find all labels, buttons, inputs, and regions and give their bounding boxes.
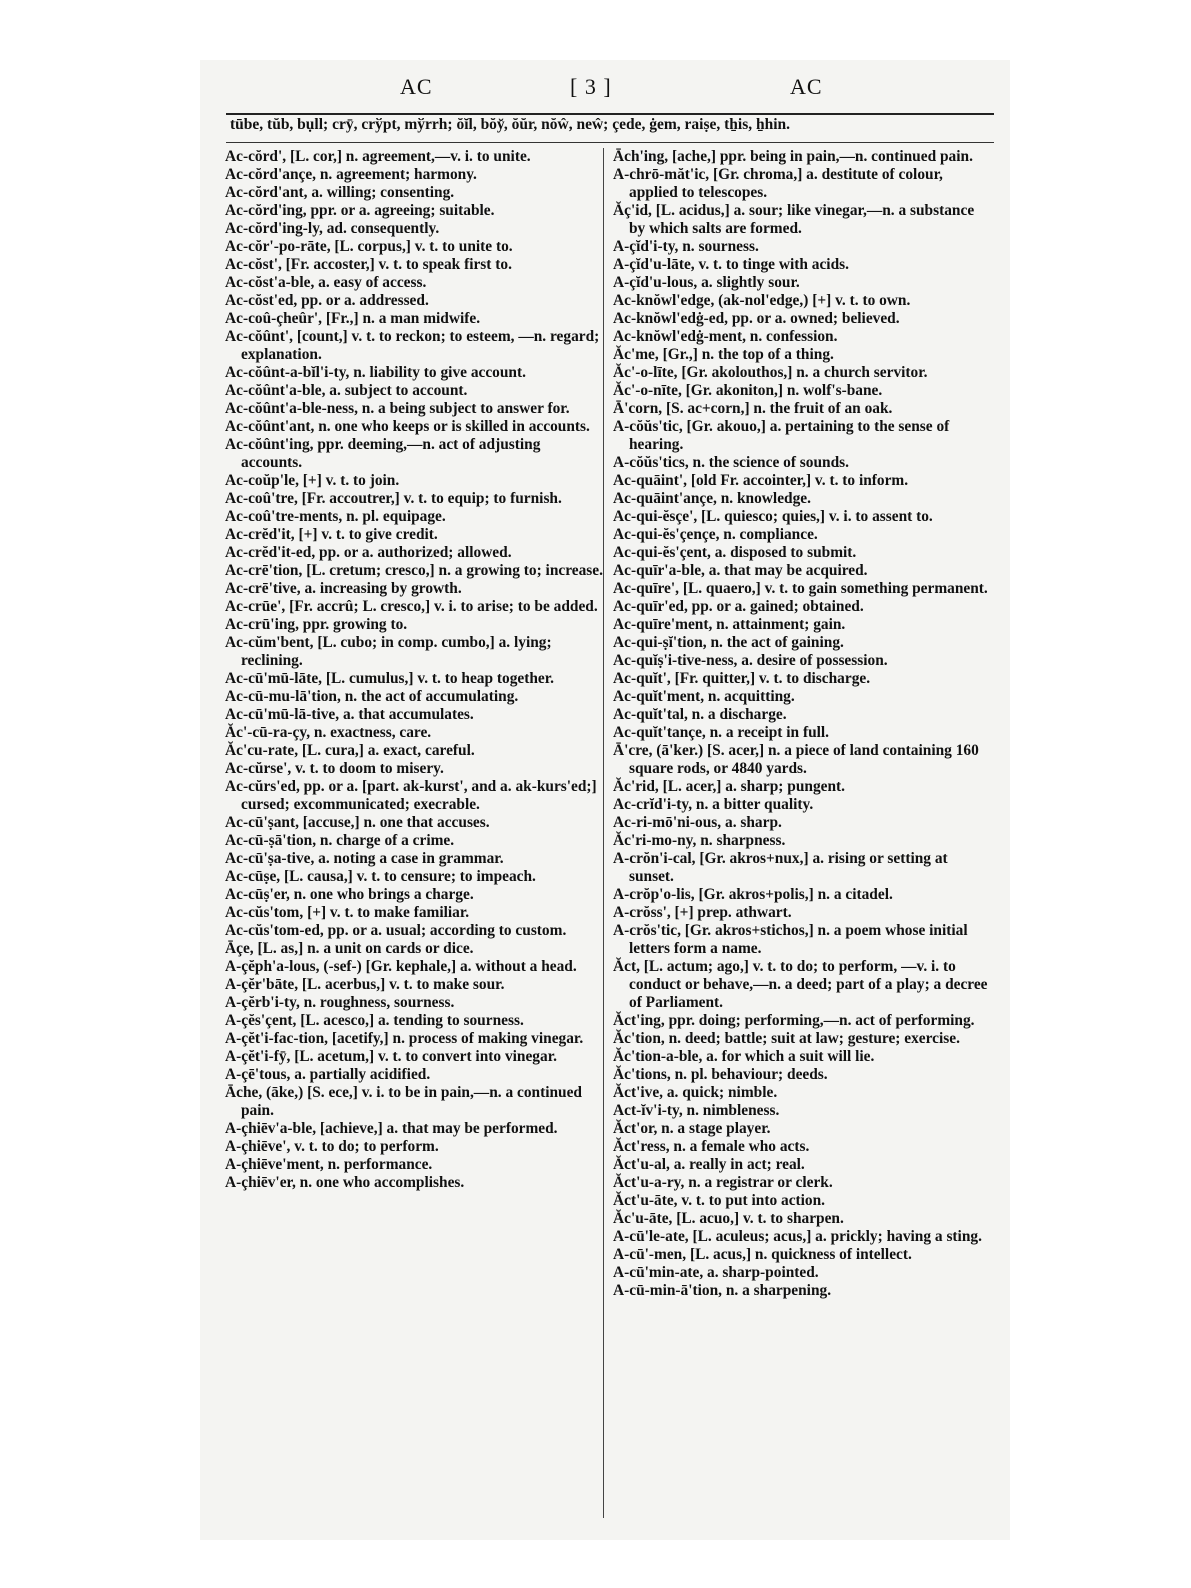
dictionary-entry: Ac-knŏwl'edġ-ment, n. confession. [613,328,838,345]
column-divider [603,148,604,1518]
dictionary-entry: Ac-cŏrd', [L. cor,] n. agreement,—v. i. to unite. [225,148,531,165]
dictionary-entry: Ăc'tions, n. pl. behaviour; deeds. [613,1066,828,1083]
dictionary-entry: Ac-quĭt'tançe, n. a receipt in full. [613,724,830,741]
dictionary-entry: Ăct'u-al, a. really in act; real. [613,1156,805,1173]
dictionary-entry: Ac-quīre', [L. quaero,] v. t. to gain something permanent. [613,580,988,597]
dictionary-entry: Ac-qui-ĕs'çent, a. disposed to submit. [613,544,857,561]
dictionary-entry: Ac-crū'ing, ppr. growing to. [225,616,408,633]
dictionary-entry: A-crŏn'i-cal, [Gr. akros+nux,] a. rising or setting at sunset. [613,850,948,885]
dictionary-entry: Ac-quāint', [old Fr. accointer,] v. t. to inform. [613,472,909,489]
dictionary-entry: Ac-cŏûnt'ant, n. one who keeps or is skilled in accounts. [225,418,590,435]
page-header [230,74,980,108]
dictionary-entry: Ac-quāint'ançe, n. knowledge. [613,490,811,507]
dictionary-entry: A-cū-min-ā'tion, n. a sharpening. [613,1282,832,1299]
dictionary-entry: Ac-cŏrd'ing-ly, ad. consequently. [225,220,440,237]
dictionary-entry: Ac-cŏr'-po-rāte, [L. corpus,] v. t. to unite to. [225,238,513,255]
dictionary-entry: Ăct'u-āte, v. t. to put into action. [613,1192,826,1209]
dictionary-entry: Ac-coŭp'le, [+] v. t. to join. [225,472,400,489]
dictionary-entry: Ac-quĭṣ'i-tive-ness, a. desire of possession. [613,652,888,669]
dictionary-entry: Ac-qui-ĕs'çençe, n. compliance. [613,526,818,543]
dictionary-entry: A-çhiēv'er, n. one who accomplishes. [225,1174,465,1191]
dictionary-entry: Ac-knŏwl'edge, (ak-nol'edge,) [+] v. t. to own. [613,292,911,309]
dictionary-entry: Ăç'id, [L. acidus,] a. sour; like vinegar,—n. a substance by which salts are formed. [613,202,975,237]
dictionary-entry: A-cŏŭs'tic, [Gr. akouo,] a. pertaining to the sense of hearing. [613,418,950,453]
dictionary-entry: Ăc'-o-līte, [Gr. akolouthos,] n. a church servitor. [613,364,928,381]
dictionary-entry: Ac-crĕd'it, [+] v. t. to give credit. [225,526,438,543]
dictionary-entry: Ăct'or, n. a stage player. [613,1120,771,1137]
dictionary-entry: Act-ĭv'i-ty, n. nimbleness. [613,1102,780,1119]
dictionary-entry: A-çĕt'i-fȳ, [L. acetum,] v. t. to convert into vinegar. [225,1048,557,1065]
dictionary-entry: A-crŏs'tic, [Gr. akros+stichos,] n. a poem whose initial letters form a name. [613,922,968,957]
dictionary-entry: Ac-cū-mu-lā'tion, n. the act of accumulating. [225,688,519,705]
dictionary-entry: Ac-quīre'ment, n. attainment; gain. [613,616,846,633]
dictionary-entry: Ac-coû'tre, [Fr. accoutrer,] v. t. to equip; to furnish. [225,490,562,507]
dictionary-entry: Ăc'-o-nīte, [Gr. akoniton,] n. wolf's-bane. [613,382,883,399]
dictionary-entry: A-çhiēv'a-ble, [achieve,] a. that may be performed. [225,1120,558,1137]
key-rule [226,142,994,143]
header-left-guideword: AC [400,74,433,99]
dictionary-entry: A-chrō-măt'ic, [Gr. chroma,] a. destitute of colour, applied to telescopes. [613,166,943,201]
page-number: [ 3 ] [570,74,612,99]
dictionary-entry: Ac-quĭt'ment, n. acquitting. [613,688,795,705]
dictionary-entry: A-crŏp'o-lis, [Gr. akros+polis,] n. a citadel. [613,886,893,903]
dictionary-entry: Ac-cū'ṣant, [accuse,] n. one that accuses. [225,814,490,831]
dictionary-entry: A-cū'min-ate, a. sharp-pointed. [613,1264,819,1281]
dictionary-entry: A-çĭd'i-ty, n. sourness. [613,238,759,255]
dictionary-entry: Ac-crūe', [Fr. accrû; L. cresco,] v. i. to arise; to be added. [225,598,598,615]
dictionary-entry: Ăct'ive, a. quick; nimble. [613,1084,778,1101]
dictionary-entry: A-çĕt'i-fac-tion, [acetify,] n. process of making vinegar. [225,1030,584,1047]
dictionary-entry: Ac-quīr'a-ble, a. that may be acquired. [613,562,868,579]
dictionary-entry: A-cŏŭs'tics, n. the science of sounds. [613,454,849,471]
header-rule [226,113,994,115]
dictionary-entry: Ac-crē'tive, a. increasing by growth. [225,580,462,597]
dictionary-entry: A-çĕr'bāte, [L. acerbus,] v. t. to make sour. [225,976,505,993]
dictionary-entry: A-crŏss', [+] prep. athwart. [613,904,792,921]
dictionary-entry: Ac-cū'mū-lāte, [L. cumulus,] v. t. to heap together. [225,670,555,687]
dictionary-entry: Ăc'rid, [L. acer,] a. sharp; pungent. [613,778,846,795]
dictionary-entry: A-çĕs'çent, [L. acesco,] a. tending to sourness. [225,1012,524,1029]
dictionary-entry: Ā'cre, (ā'ker.) [S. acer,] n. a piece of land containing 160 square rods, or 4840 yards. [613,742,979,777]
dictionary-entry: Ac-cū'ṣa-tive, a. noting a case in grammar. [225,850,504,867]
dictionary-entry: Ăct'ing, ppr. doing; performing,—n. act of performing. [613,1012,975,1029]
dictionary-entry: Ac-cŭrs'ed, pp. or a. [part. ak-kurst', and a. ak-kurs'ed;] cursed; excommunicated; execrable. [225,778,597,813]
dictionary-entry: Ac-cŭrse', v. t. to doom to misery. [225,760,444,777]
dictionary-entry: Ac-coû-çheûr', [Fr.,] n. a man midwife. [225,310,481,327]
dictionary-entry: Ac-qui-ĕsçe', [L. quiesco; quies,] v. i. to assent to. [613,508,933,525]
dictionary-entry: Ac-cŏûnt'a-ble, a. subject to account. [225,382,468,399]
dictionary-entry: Ăc'tion-a-ble, a. for which a suit will lie. [613,1048,875,1065]
dictionary-entry: Ăc'tion, n. deed; battle; suit at law; gesture; exercise. [613,1030,960,1047]
dictionary-entry: Ac-cū-ṣā'tion, n. charge of a crime. [225,832,455,849]
dictionary-entry: Ac-crĭd'i-ty, n. a bitter quality. [613,796,814,813]
dictionary-entry: A-çhiēve'ment, n. performance. [225,1156,433,1173]
header-right-guideword: AC [790,74,823,99]
dictionary-entry: Ac-cŭm'bent, [L. cubo; in comp. cumbo,] a. lying; reclining. [225,634,552,669]
dictionary-entry: A-çĕph'a-lous, (-sef-) [Gr. kephale,] a. without a head. [225,958,577,975]
dictionary-entry: Ac-crē'tion, [L. cretum; cresco,] n. a growing to; increase. [225,562,603,579]
dictionary-entry: Ac-cŏûnt'ing, ppr. deeming,—n. act of adjusting accounts. [225,436,541,471]
dictionary-entry: Ăc'ri-mo-ny, n. sharpness. [613,832,786,849]
dictionary-entry: Ac-cŏst', [Fr. accoster,] v. t. to speak first to. [225,256,512,273]
dictionary-page [200,60,1010,1540]
dictionary-entry: Ac-cŏûnt', [count,] v. t. to reckon; to esteem, —n. regard; explanation. [225,328,600,363]
dictionary-entry: Āch'ing, [ache,] ppr. being in pain,—n. continued pain. [613,148,973,165]
dictionary-entry: Ac-quĭt', [Fr. quitter,] v. t. to discharge. [613,670,871,687]
dictionary-entry: Ac-qui-ṣĭ'tion, n. the act of gaining. [613,634,844,651]
dictionary-entry: Ac-crĕd'it-ed, pp. or a. authorized; allowed. [225,544,512,561]
dictionary-entry: Ac-cūṣe, [L. causa,] v. t. to censure; to impeach. [225,868,536,885]
dictionary-entry: Ăct'ress, n. a female who acts. [613,1138,810,1155]
dictionary-entry: Ăc'cu-rate, [L. cura,] a. exact, careful. [225,742,475,759]
dictionary-entry: Ac-quĭt'tal, n. a discharge. [613,706,787,723]
dictionary-entry: Ac-cŏûnt'a-ble-ness, n. a being subject to answer for. [225,400,570,417]
dictionary-entry: Ac-ri-mō'ni-ous, a. sharp. [613,814,782,831]
dictionary-entry: A-cū'-men, [L. acus,] n. quickness of intellect. [613,1246,912,1263]
dictionary-entry: Ac-cūṣ'er, n. one who brings a charge. [225,886,474,903]
dictionary-entry: Ac-cŏst'a-ble, a. easy of access. [225,274,427,291]
dictionary-entry: Ăct'u-a-ry, n. a registrar or clerk. [613,1174,833,1191]
dictionary-entry: A-çĕrb'i-ty, n. roughness, sourness. [225,994,455,1011]
dictionary-entry: A-çĭd'u-lāte, v. t. to tinge with acids. [613,256,849,273]
dictionary-entry: Ac-knŏwl'edġ-ed, pp. or a. owned; believed. [613,310,900,327]
dictionary-entry: A-çhiēve', v. t. to do; to perform. [225,1138,439,1155]
dictionary-entry: Ac-cŏrd'ançe, n. agreement; harmony. [225,166,477,183]
dictionary-entry: Ac-cū'mū-lā-tive, a. that accumulates. [225,706,474,723]
dictionary-entry: Ăc'-cū-ra-çy, n. exactness, care. [225,724,432,741]
dictionary-entry: Ac-cŏst'ed, pp. or a. addressed. [225,292,429,309]
dictionary-entry: Ăc'me, [Gr.,] n. the top of a thing. [613,346,834,363]
left-column [225,148,605,1192]
dictionary-entry: Ā'corn, [S. ac+corn,] n. the fruit of an oak. [613,400,893,417]
dictionary-entry: Ăct, [L. actum; ago,] v. t. to do; to perform, —v. i. to conduct or behave,—n. a deed; part of a play; a decree of Parliament. [613,958,988,1011]
dictionary-entry: Ac-coû'tre-ments, n. pl. equipage. [225,508,446,525]
dictionary-entry: Ac-quīr'ed, pp. or a. gained; obtained. [613,598,864,615]
dictionary-entry: A-cū'le-ate, [L. aculeus; acus,] a. prickly; having a sting. [613,1228,982,1245]
dictionary-entry: Ac-cŏrd'ing, ppr. or a. agreeing; suitable. [225,202,495,219]
dictionary-entry: Ăc'u-āte, [L. acuo,] v. t. to sharpen. [613,1210,844,1227]
dictionary-entry: Āche, (āke,) [S. ece,] v. i. to be in pain,—n. a continued pain. [225,1084,582,1119]
dictionary-entry: Ac-cŭs'tom, [+] v. t. to make familiar. [225,904,470,921]
pronunciation-key: tūbe, tŭb, bụll; crȳ, crўpt, mўrrh; ŏĭl, bŏy̆, ŏŭr, nŏŵ, neŵ; çede, ġem, raiṣe, tẖis, ẖhin. [230,116,791,133]
dictionary-entry: Ac-cŏûnt-a-bĭl'i-ty, n. liability to give account. [225,364,526,381]
dictionary-entry: Ac-cŏrd'ant, a. willing; consenting. [225,184,455,201]
right-column [613,148,993,1300]
dictionary-entry: A-çē'tous, a. partially acidified. [225,1066,431,1083]
dictionary-entry: Ac-cŭs'tom-ed, pp. or a. usual; according to custom. [225,922,567,939]
dictionary-entry: Āçe, [L. as,] n. a unit on cards or dice. [225,940,474,957]
dictionary-entry: A-çĭd'u-lous, a. slightly sour. [613,274,800,291]
